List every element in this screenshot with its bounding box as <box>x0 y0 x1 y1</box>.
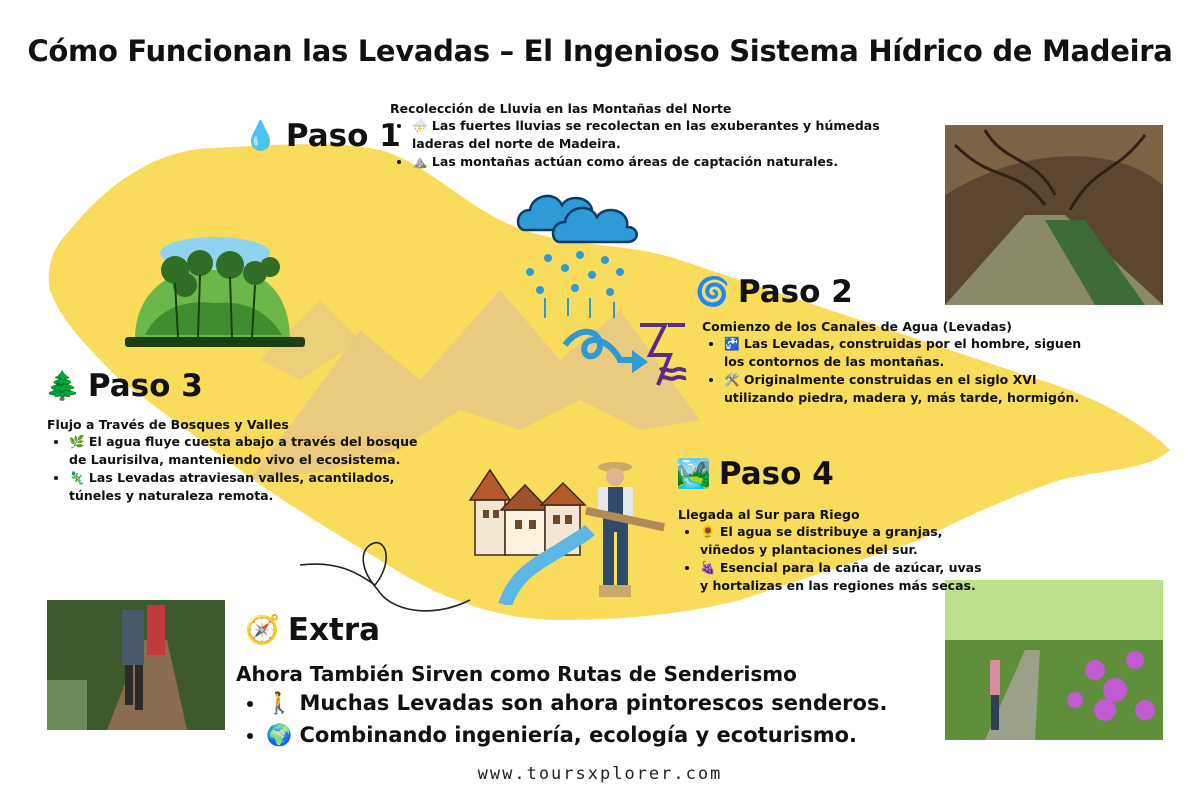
cyclone-icon: 🌀 <box>695 275 730 308</box>
water-drop-icon: 💧 <box>243 119 278 152</box>
step-2-heading <box>695 274 853 310</box>
step-3-subtitle: Flujo a Través de Bosques y Valles <box>47 417 289 432</box>
step-4-heading <box>676 456 834 492</box>
levada-channel-icon <box>560 315 690 395</box>
rain-cloud-illustration <box>510 180 660 320</box>
step-1-subtitle: Recolección de Lluvia en las Montañas del Norte <box>390 101 732 116</box>
flowers-trail-photo <box>945 580 1163 740</box>
extra-bullet: • 🌍 Combinando ingeniería, ecología y ecoturismo. <box>266 719 916 751</box>
step-1-bullet: • ⛰️ Las montañas actúan como áreas de captación naturales. <box>412 153 935 171</box>
step-2-title: Paso 2 <box>737 274 853 310</box>
hikers-photo <box>47 600 225 730</box>
step-3-title: Paso 3 <box>87 368 203 404</box>
extra-subtitle: Ahora También Sirven como Rutas de Senderismo <box>236 662 797 686</box>
step-1-heading <box>243 118 401 154</box>
step-2-subtitle: Comienzo de los Canales de Agua (Levadas) <box>702 319 1012 334</box>
landscape-icon: 🏞️ <box>676 457 711 490</box>
step-1-bullet: • ⛈️ Las fuertes lluvias se recolectan en las exuberantes y húmedas laderas del norte de Madeira. <box>412 117 935 153</box>
step-2-bullet: • 🚰 Las Levadas, construidas por el hombre, siguen los contornos de las montañas. <box>724 335 1097 371</box>
forest-levada-photo <box>945 125 1163 305</box>
step-2-content <box>702 318 1097 407</box>
step-4-content <box>678 506 988 595</box>
compass-icon: 🧭 <box>245 613 280 646</box>
step-3-bullet: • 🦎 Las Levadas atraviesan valles, acantilados, túneles y naturaleza remota. <box>69 469 437 505</box>
extra-content <box>236 661 916 751</box>
extra-bullet: • 🚶 Muchas Levadas son ahora pintorescos senderos. <box>266 687 916 719</box>
village-farmer-illustration <box>465 455 675 605</box>
extra-heading <box>245 612 380 648</box>
website-url: www.toursxplorer.com <box>477 764 723 784</box>
step-4-subtitle: Llegada al Sur para Riego <box>678 507 860 522</box>
step-1-title: Paso 1 <box>285 118 401 154</box>
step-2-bullet: • 🛠️ Originalmente construidas en el siglo XVI utilizando piedra, madera y, más tarde, hormigón. <box>724 371 1097 407</box>
step-4-title: Paso 4 <box>718 456 834 492</box>
step-3-content <box>47 416 437 505</box>
step-4-bullet: • 🍇 Esencial para la caña de azúcar, uvas y hortalizas en las regiones más secas. <box>700 559 988 595</box>
forest-illustration <box>120 225 310 360</box>
step-1-content <box>390 100 935 171</box>
extra-title: Extra <box>287 612 381 648</box>
step-3-bullet: • 🌿 El agua fluye cuesta abajo a través del bosque de Laurisilva, manteniendo vivo el ecosistema. <box>69 433 437 469</box>
step-3-heading <box>45 368 203 404</box>
step-4-bullet: • 🌻 El agua se distribuye a granjas, viñedos y plantaciones del sur. <box>700 523 988 559</box>
page-title: Cómo Funcionan las Levadas – El Ingenioso Sistema Hídrico de Madeira <box>27 34 1173 68</box>
evergreen-tree-icon: 🌲 <box>45 369 80 402</box>
